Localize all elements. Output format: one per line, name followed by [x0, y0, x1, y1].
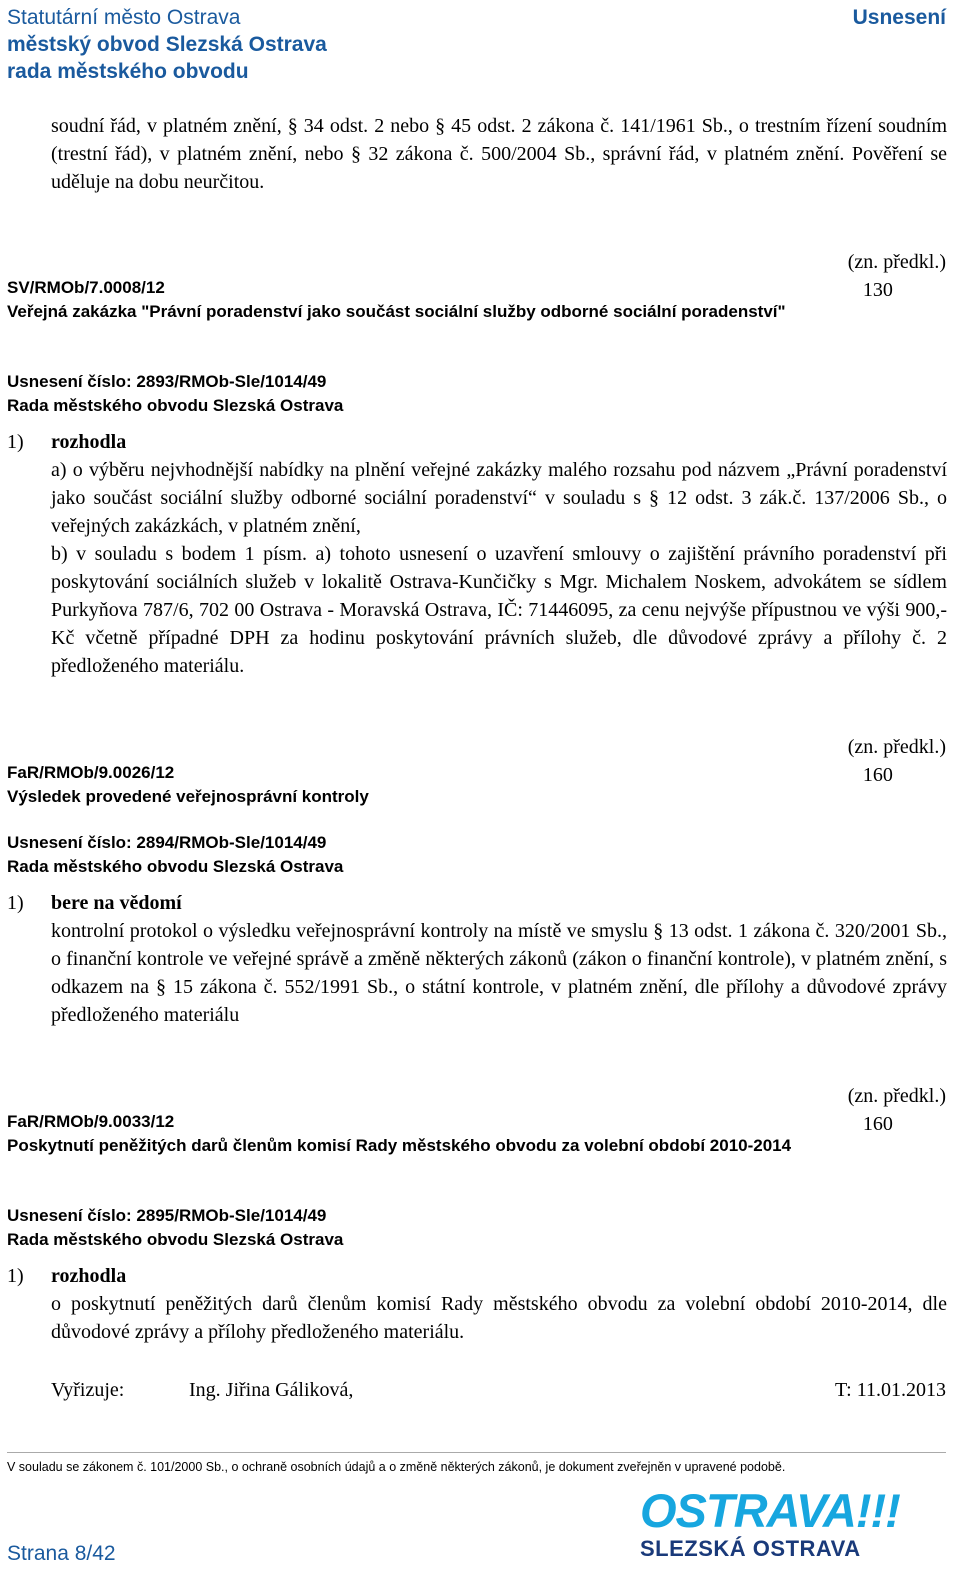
page-number: Strana 8/42 [7, 1542, 116, 1565]
header-city: Statutární město Ostrava [7, 6, 241, 29]
item-2-title: Výsledek provedené veřejnosprávní kontroly [7, 787, 369, 806]
ostrava-logo [640, 1486, 948, 1576]
page-header [7, 4, 327, 85]
item-2-verb: bere na vědomí [51, 892, 182, 914]
item-2-point-number: 1) [7, 892, 24, 914]
submitter-number: 160 [862, 764, 893, 786]
submitter-number: 130 [862, 279, 893, 301]
item-2-code: FaR/RMOb/9.0026/12 [7, 763, 175, 782]
responsible-label: Vyřizuje: [51, 1379, 125, 1401]
responsible-name: Ing. Jiřina Gáliková, [189, 1379, 354, 1401]
header-council: rada městského obvodu [7, 60, 249, 83]
item-1-point-number: 1) [7, 431, 24, 453]
item-3-submitter [848, 1082, 946, 1138]
item-1-submitter [848, 248, 946, 304]
item-1-body: Rada městského obvodu Slezská Ostrava [7, 396, 344, 415]
privacy-note: V souladu se zákonem č. 101/2000 Sb., o ochraně osobních údajů a o změně některých zákonů, je dokument zveřejněn v upravené podobě. [7, 1460, 786, 1474]
intro-paragraph: soudní řád, v platném znění, § 34 odst. 2 nebo § 45 odst. 2 zákona č. 141/1961 Sb., o trestním řízení soudním (trestní řád), v platném znění, nebo § 32 zákona č. 500/2004 Sb., správní řád, v platném znění. Pověření se uděluje na dobu neurčitou. [51, 115, 947, 193]
item-3-body: Rada městského obvodu Slezská Ostrava [7, 1230, 344, 1249]
item-2-text: kontrolní protokol o výsledku veřejnosprávní kontroly na místě ve smyslu § 13 odst. 1 zákona č. 320/2001 Sb., o finanční kontrole ve veřejné správě a změně některých zákonů (zákon o finanční kontrole), v platném znění, s odkazem na § 15 zákona č. 552/1991 Sb., o státní kontrole, v platném znění, dle přílohy a důvodové zprávy předloženého materiálu [51, 920, 947, 1026]
item-2-body: Rada městského obvodu Slezská Ostrava [7, 857, 344, 876]
document-type: Usnesení [852, 6, 946, 29]
logo-slezska-ostrava: SLEZSKÁ OSTRAVA [640, 1536, 861, 1561]
item-2-submitter [848, 733, 946, 789]
header-district: městský obvod Slezská Ostrava [7, 33, 327, 56]
item-1-verb: rozhodla [51, 431, 127, 453]
item-3-point-number: 1) [7, 1265, 24, 1287]
logo-ostrava: OSTRAVA!!! [640, 1484, 900, 1537]
footer-divider [7, 1452, 946, 1453]
item-1-resolution-number: Usnesení číslo: 2893/RMOb-Sle/1014/49 [7, 372, 327, 391]
item-3-verb: rozhodla [51, 1265, 127, 1287]
item-3-resolution-number: Usnesení číslo: 2895/RMOb-Sle/1014/49 [7, 1206, 327, 1225]
submitter-label: (zn. předkl.) [847, 736, 946, 758]
submitter-label: (zn. předkl.) [847, 1085, 946, 1107]
responsible-deadline: T: 11.01.2013 [834, 1379, 946, 1401]
submitter-number: 160 [862, 1113, 893, 1135]
item-2-resolution-number: Usnesení číslo: 2894/RMOb-Sle/1014/49 [7, 833, 327, 852]
item-3-code: FaR/RMOb/9.0033/12 [7, 1112, 175, 1131]
item-1-text-a: a) o výběru nejvhodnější nabídky na plnění veřejné zakázky malého rozsahu pod názvem „Právní poradenství jako součást sociální služby odborné sociální poradenství“ v souladu s § 12 odst. 3 zák.č. 137/2006 Sb., o veřejných zakázkách, v platném znění, [51, 459, 947, 537]
item-1-text-b: b) v souladu s bodem 1 písm. a) tohoto usnesení o uzavření smlouvy o zajištění právního poradenství při poskytování sociálních služeb v lokalitě Ostrava-Kunčičky s Mgr. Michalem Noskem, advokátem se sídlem Purkyňova 787/6, 702 00 Ostrava - Moravská Ostrava, IČ: 71446095, za cenu nejvýše přípustnou ve výši 900,- Kč včetně případné DPH za hodinu poskytování právních služeb, dle důvodové zprávy a přílohy č. 2 předloženého materiálu. [51, 543, 947, 677]
item-1-code: SV/RMOb/7.0008/12 [7, 278, 165, 297]
submitter-label: (zn. předkl.) [847, 251, 946, 273]
item-3-title: Poskytnutí peněžitých darů členům komisí Rady městského obvodu za volební období 2010-2014 [7, 1136, 792, 1155]
item-1-title: Veřejná zakázka "Právní poradenství jako součást sociální služby odborné sociální poradenství" [7, 302, 786, 321]
item-3-text: o poskytnutí peněžitých darů členům komisí Rady městského obvodu za volební období 2010-2014, dle důvodové zprávy a přílohy předloženého materiálu. [51, 1293, 947, 1343]
